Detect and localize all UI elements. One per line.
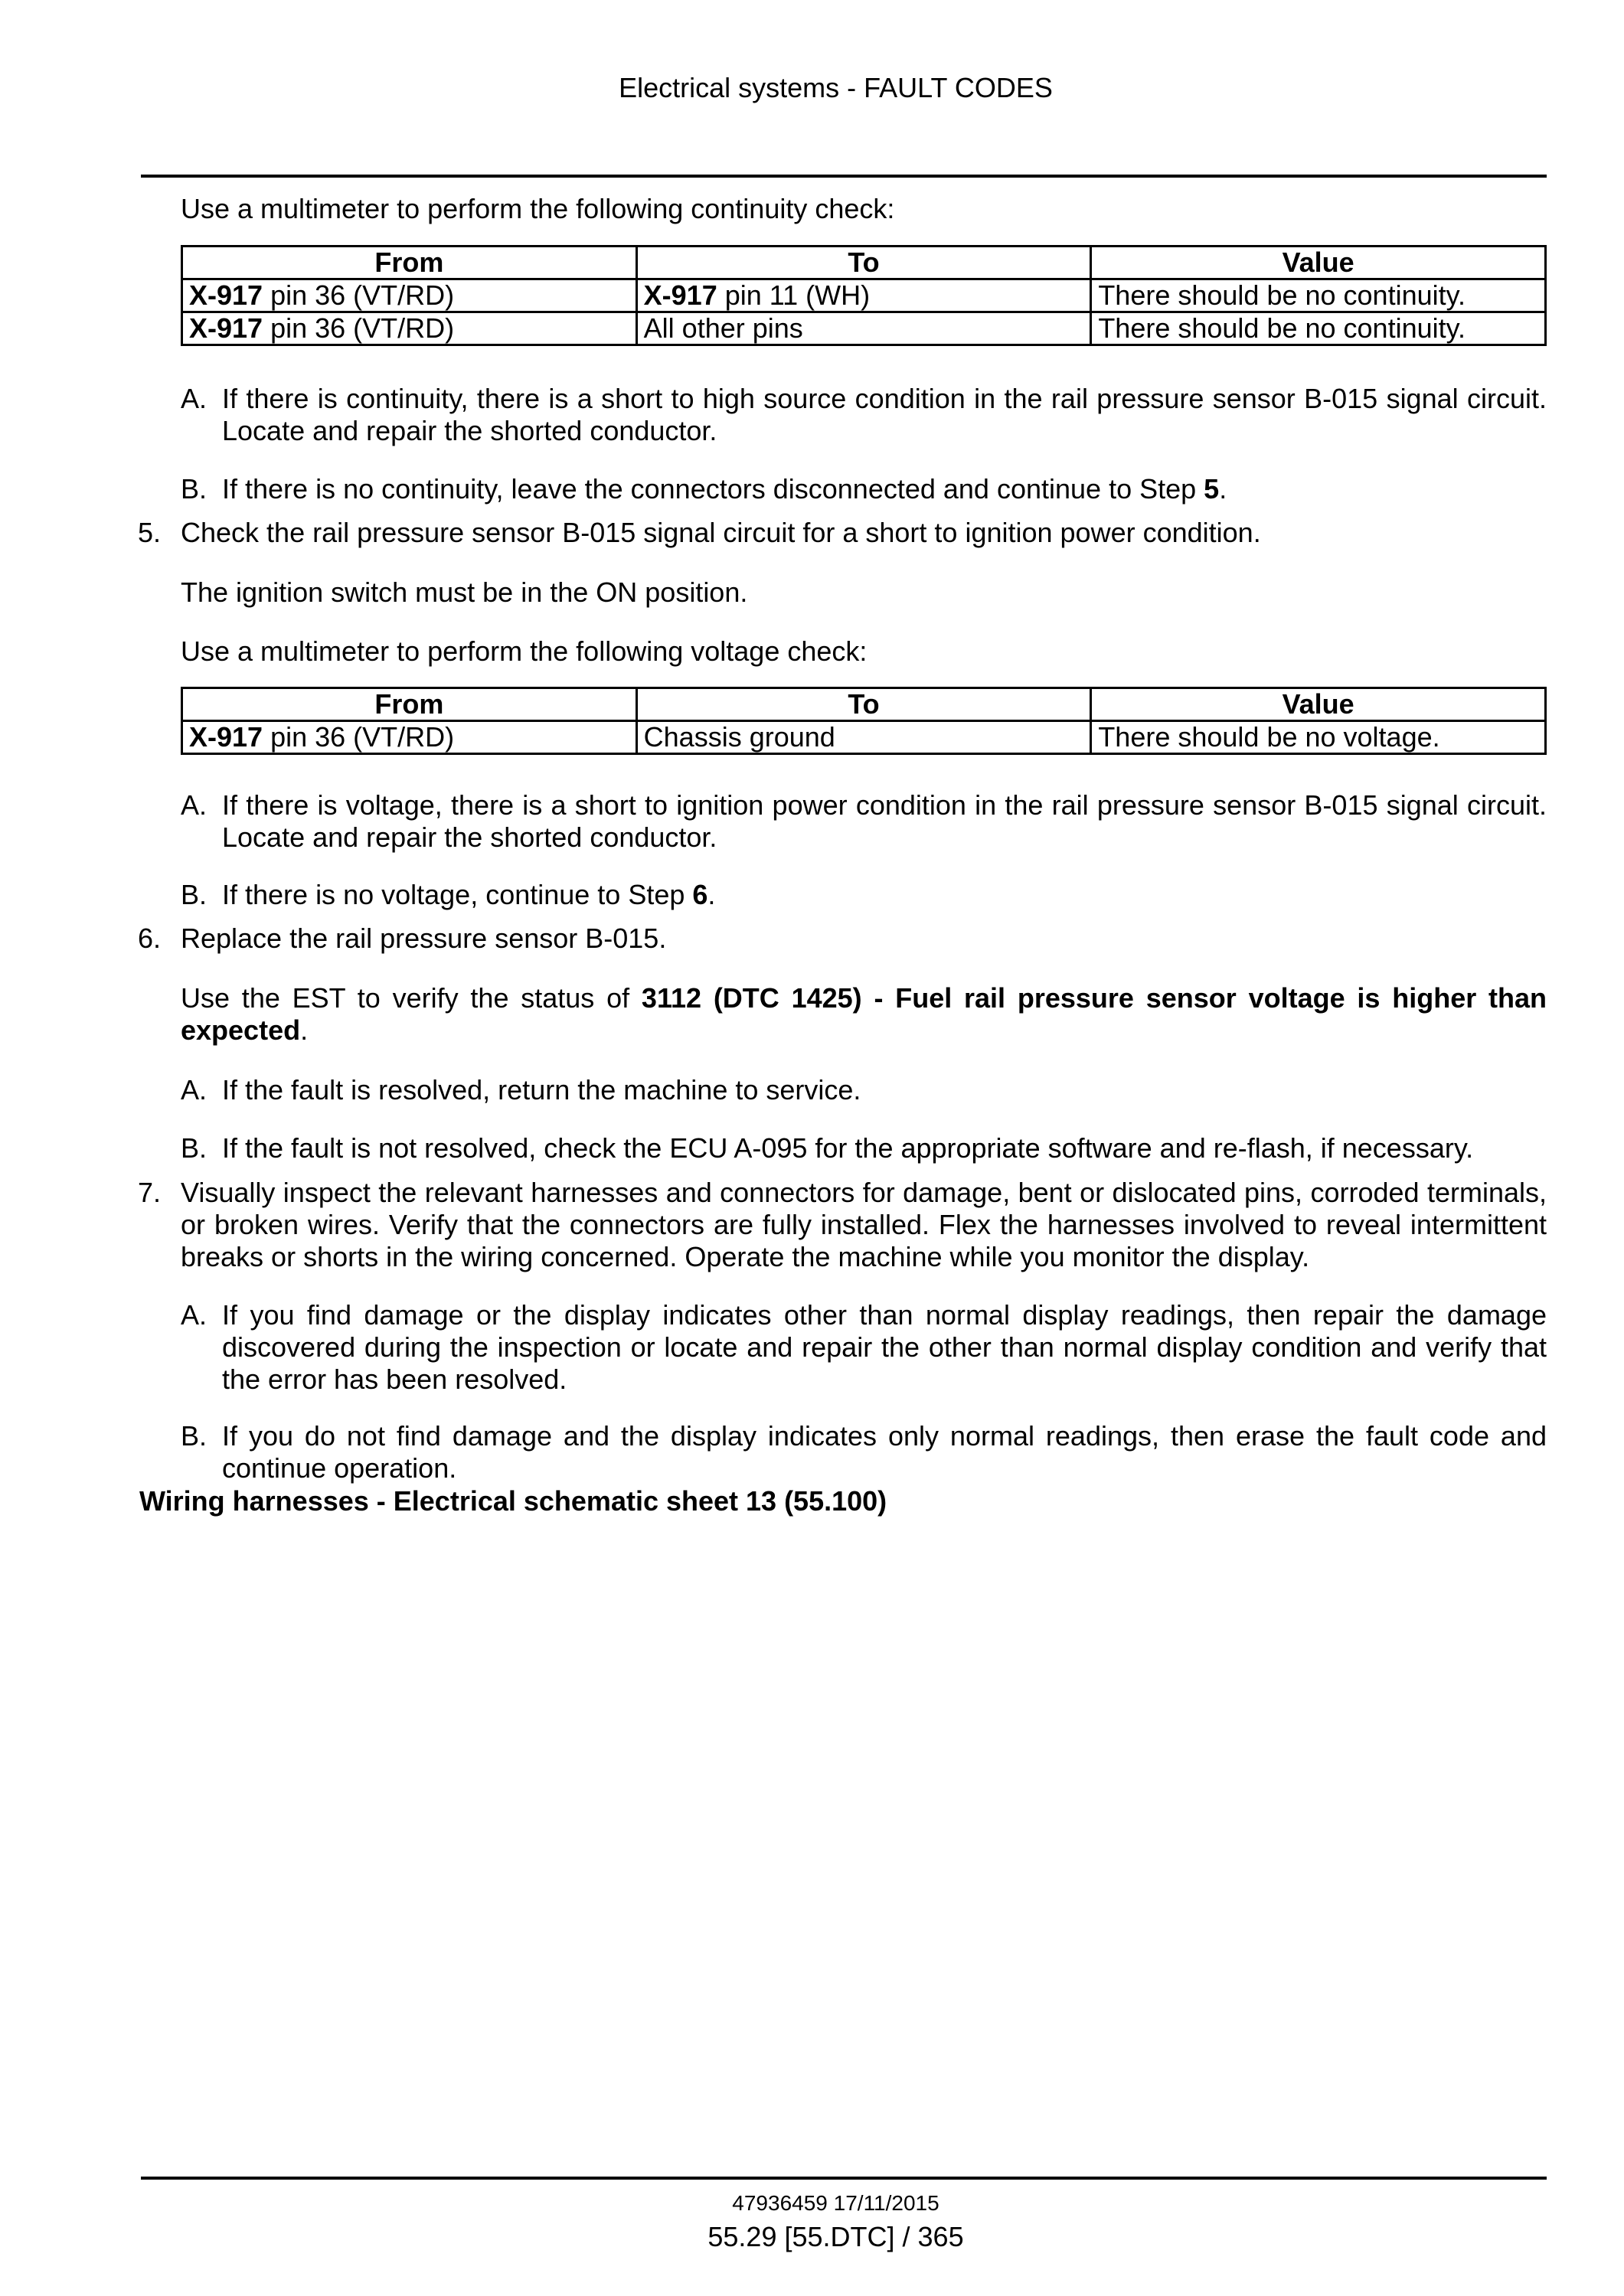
col-header-to: To	[636, 688, 1091, 721]
cell-to: All other pins	[636, 312, 1091, 345]
step5-option-b: B. If there is no voltage, continue to Step 6.	[181, 879, 716, 910]
step4-option-a: A. If there is continuity, there is a short to high source condition in the rail pressure sensor B-015 signal circuit. Locate and repair the shorted conductor.	[181, 383, 1547, 446]
col-header-from: From	[182, 247, 637, 279]
cell-from: X-917 pin 36 (VT/RD)	[182, 312, 637, 345]
schematic-link[interactable]: Wiring harnesses - Electrical schematic sheet 13 (55.100)	[139, 1485, 887, 1517]
step5-voltage-intro: Use a multimeter to perform the following voltage check:	[181, 635, 868, 667]
cell-value: There should be no voltage.	[1091, 721, 1546, 754]
table-row	[182, 279, 1546, 312]
col-header-value: Value	[1091, 247, 1546, 279]
table-header-row	[182, 688, 1546, 721]
col-header-value: Value	[1091, 688, 1546, 721]
table-row	[182, 721, 1546, 754]
header-rule	[141, 175, 1547, 178]
step-7: 7. Visually inspect the relevant harnesses and connectors for damage, bent or dislocated pins, corroded terminals, or broken wires. Verify that the connectors are fully installed. Flex the harnesses involved to reveal intermittent breaks or shorts in the wiring concerned. Operate the machine while you monitor the display.	[138, 1177, 1547, 1272]
cell-from: X-917 pin 36 (VT/RD)	[182, 721, 637, 754]
step7-option-a: A. If you find damage or the display indicates other than normal display readings, then repair the damage discovered during the inspection or locate and repair the other than normal display condition and verify that the error has been resolved.	[181, 1299, 1547, 1395]
cell-to: X-917 pin 11 (WH)	[636, 279, 1091, 312]
step-6: 6. Replace the rail pressure sensor B-015.	[138, 923, 667, 954]
step-5: 5. Check the rail pressure sensor B-015 signal circuit for a short to ignition power condition.	[138, 517, 1261, 548]
cell-to: Chassis ground	[636, 721, 1091, 754]
continuity-check-table	[181, 245, 1547, 346]
footer-rule	[141, 2177, 1547, 2180]
col-header-from: From	[182, 688, 637, 721]
step7-option-b: B. If you do not find damage and the display indicates only normal readings, then erase the fault code and continue operation.	[181, 1420, 1547, 1484]
step5-ignition-note: The ignition switch must be in the ON position.	[181, 576, 748, 608]
cell-value: There should be no continuity.	[1091, 312, 1546, 345]
footer-page-number: 55.29 [55.DTC] / 365	[707, 2221, 964, 2252]
intro-text: Use a multimeter to perform the following continuity check:	[181, 193, 895, 224]
col-header-to: To	[636, 247, 1091, 279]
page-header-title: Electrical systems - FAULT CODES	[619, 72, 1053, 103]
table-header-row	[182, 247, 1546, 279]
cell-value: There should be no continuity.	[1091, 279, 1546, 312]
table-row	[182, 312, 1546, 345]
cell-from: X-917 pin 36 (VT/RD)	[182, 279, 637, 312]
step4-option-b: B. If there is no continuity, leave the connectors disconnected and continue to Step 5.	[181, 473, 1227, 505]
step6-option-b: B. If the fault is not resolved, check the ECU A-095 for the appropriate software and re-flash, if necessary.	[181, 1132, 1474, 1164]
voltage-check-table	[181, 687, 1547, 755]
footer-doc-code: 47936459 17/11/2015	[732, 2191, 939, 2215]
step6-option-a: A. If the fault is resolved, return the machine to service.	[181, 1074, 861, 1106]
step5-option-a: A. If there is voltage, there is a short to ignition power condition in the rail pressure sensor B-015 signal circuit. Locate and repair the shorted conductor.	[181, 789, 1547, 853]
step6-verify-text: Use the EST to verify the status of 3112 (DTC 1425) - Fuel rail pressure sensor voltage is higher than expected.	[181, 982, 1547, 1046]
